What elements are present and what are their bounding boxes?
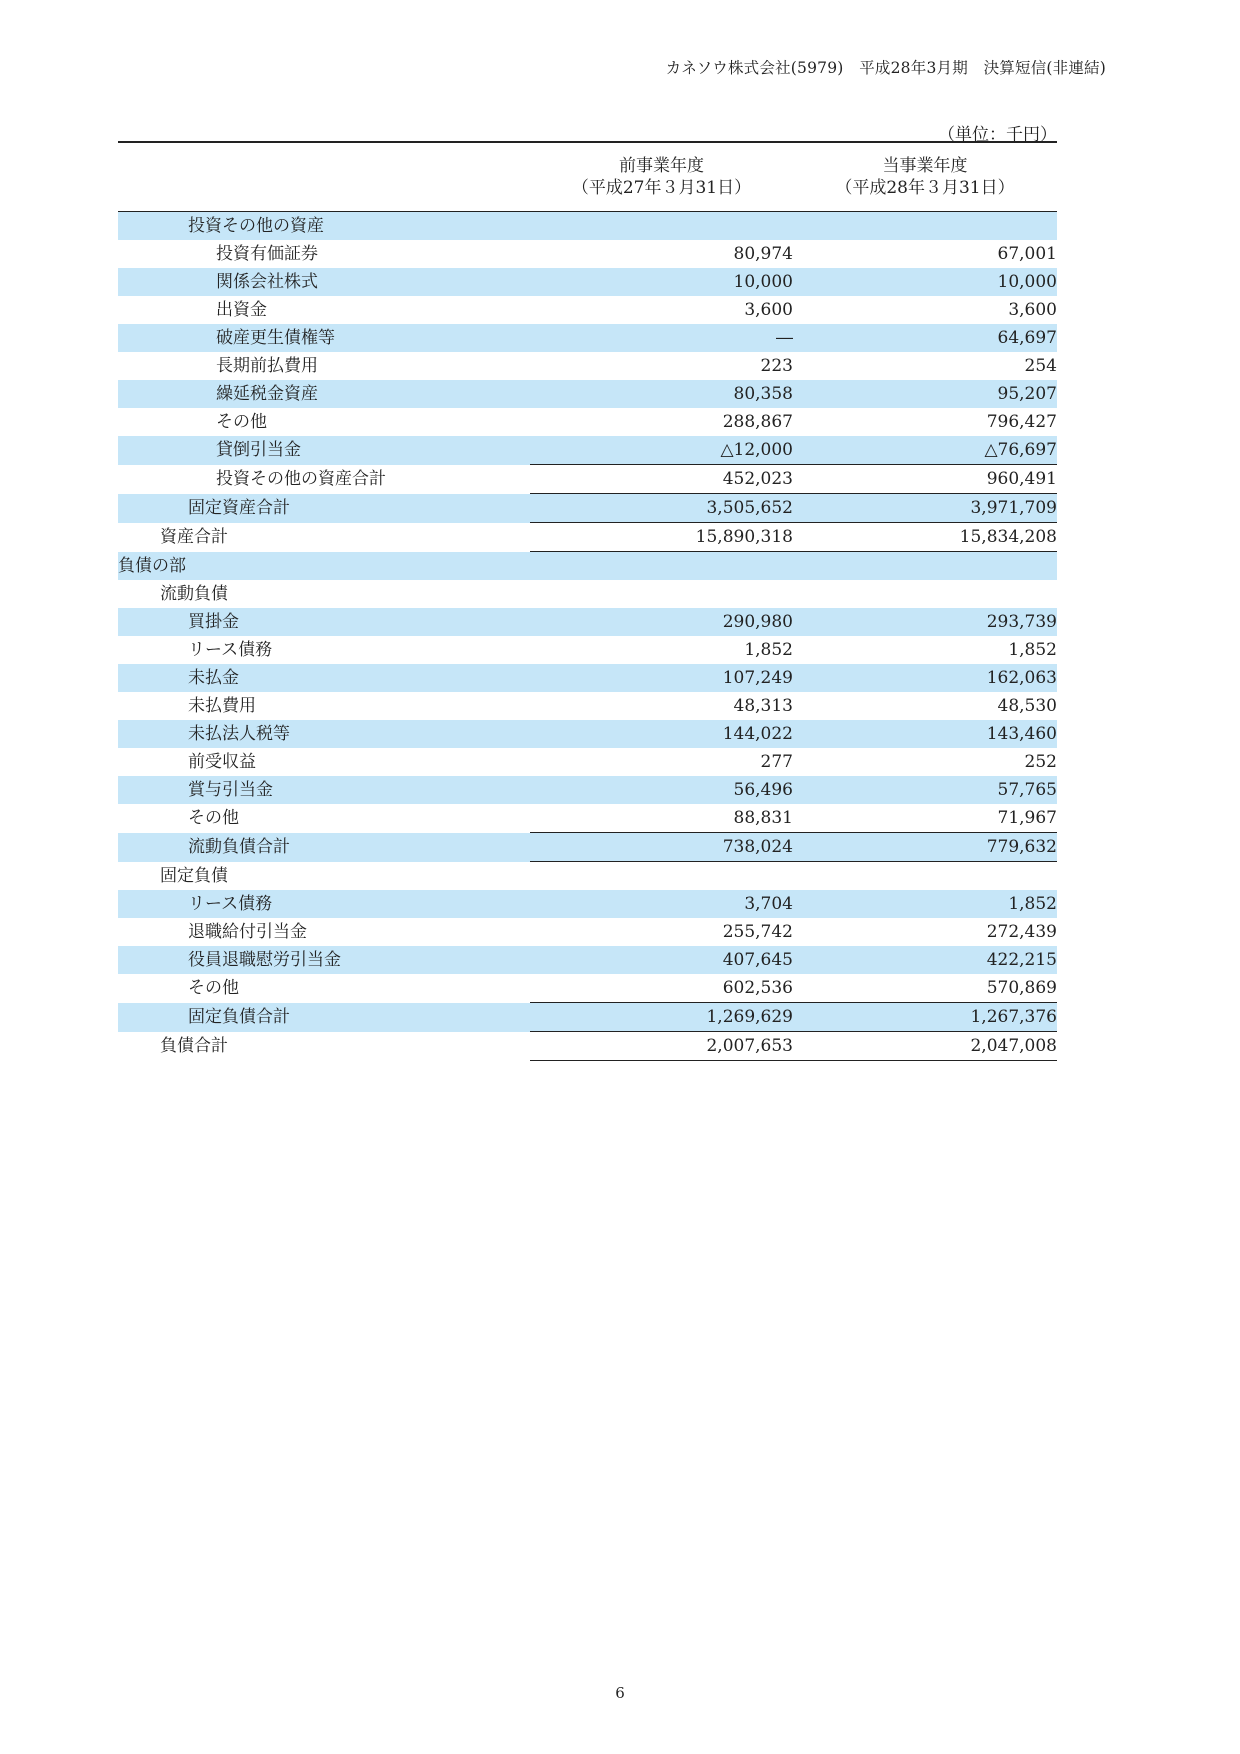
table-row <box>118 552 1057 581</box>
table-row <box>118 608 1057 636</box>
row-prev-value <box>530 552 793 581</box>
row-label: 未払法人税等 <box>118 720 530 748</box>
row-label: 固定負債合計 <box>118 1003 530 1032</box>
table-row <box>118 408 1057 436</box>
row-label: 出資金 <box>216 300 267 320</box>
row-label: 固定資産合計 <box>118 494 530 523</box>
row-prev-value: 107,249 <box>530 664 793 692</box>
row-prev-value: △12,000 <box>530 436 793 465</box>
row-curr-value: 779,632 <box>793 833 1057 862</box>
row-curr-value: 254 <box>1024 356 1057 376</box>
row-label: 長期前払費用 <box>216 356 318 376</box>
document-header: カネソウ株式会社(5979) 平成28年3月期 決算短信(非連結) <box>665 59 1106 77</box>
table-row <box>118 833 1057 862</box>
row-curr-value: 95,207 <box>793 380 1057 408</box>
row-label: 投資有価証券 <box>216 244 318 264</box>
row-prev-value: 3,704 <box>530 890 793 918</box>
row-curr-value: 1,852 <box>1008 640 1057 660</box>
row-prev-value: 1,852 <box>744 640 793 660</box>
row-prev-value: 288,867 <box>722 412 793 432</box>
column-header-curr <box>793 142 1057 212</box>
row-prev-value: 277 <box>760 752 793 772</box>
row-curr-value <box>793 552 1057 581</box>
row-curr-value: 252 <box>1024 752 1057 772</box>
table-row <box>118 352 1057 380</box>
table-row <box>118 380 1057 408</box>
table-row <box>118 692 1057 720</box>
row-label: 買掛金 <box>118 608 530 636</box>
table-row <box>118 324 1057 352</box>
row-label: 役員退職慰労引当金 <box>118 946 530 974</box>
row-label: その他 <box>188 808 239 829</box>
row-curr-value: 71,967 <box>997 808 1057 828</box>
row-curr-value: 57,765 <box>793 776 1057 804</box>
table-row <box>118 974 1057 1003</box>
row-label: 未払金 <box>118 664 530 692</box>
row-label: 賞与引当金 <box>118 776 530 804</box>
row-curr-value: 15,834,208 <box>793 523 1057 552</box>
row-prev-value: 80,974 <box>733 244 793 264</box>
column-header-prev <box>530 142 793 212</box>
table-row <box>118 862 1057 891</box>
row-prev-value: 3,600 <box>744 300 793 320</box>
row-curr-value: 1,852 <box>793 890 1057 918</box>
row-curr-value: 67,001 <box>997 244 1057 264</box>
row-prev-value: 602,536 <box>722 978 793 998</box>
row-prev-value <box>530 862 793 891</box>
table-row <box>118 1032 1057 1061</box>
row-label: 投資その他の資産 <box>118 212 530 241</box>
row-curr-value: 272,439 <box>986 922 1057 942</box>
row-curr-value <box>793 862 1057 891</box>
row-prev-value: 144,022 <box>530 720 793 748</box>
row-prev-value: 48,313 <box>733 696 793 716</box>
row-label: 前受収益 <box>188 752 256 772</box>
header-label-cell <box>118 142 530 212</box>
row-prev-value: 56,496 <box>530 776 793 804</box>
row-label: 流動負債 <box>160 584 228 604</box>
row-label: リース債務 <box>118 890 530 918</box>
row-prev-value <box>530 212 793 241</box>
row-prev-value: 255,742 <box>722 922 793 942</box>
table-row <box>118 918 1057 946</box>
table-row <box>118 1003 1057 1032</box>
row-curr-value: 3,971,709 <box>793 494 1057 523</box>
row-curr-value: 3,600 <box>1008 300 1057 320</box>
row-curr-value: 293,739 <box>793 608 1057 636</box>
row-curr-value: 570,869 <box>986 978 1057 998</box>
table-row <box>118 636 1057 664</box>
table-row <box>118 804 1057 833</box>
row-curr-value: 960,491 <box>793 465 1057 494</box>
row-prev-value: 290,980 <box>530 608 793 636</box>
table-row <box>118 523 1057 552</box>
row-prev-value: 88,831 <box>733 808 793 828</box>
row-label: 固定負債 <box>160 865 228 886</box>
row-label: 負債合計 <box>160 1036 228 1056</box>
table-row <box>118 776 1057 804</box>
row-label: その他 <box>216 412 267 432</box>
row-prev-value: 1,269,629 <box>530 1003 793 1032</box>
row-curr-value: 162,063 <box>793 664 1057 692</box>
row-label: 関係会社株式 <box>118 268 530 296</box>
row-curr-value: 1,267,376 <box>793 1003 1057 1032</box>
row-prev-value <box>530 580 793 608</box>
row-label: 破産更生債権等 <box>118 324 530 352</box>
row-prev-value: 223 <box>760 356 793 376</box>
column-header-prev-title: 前事業年度 <box>619 156 704 176</box>
table-row <box>118 748 1057 776</box>
row-prev-value: 2,007,653 <box>530 1032 793 1061</box>
column-header-prev-date: （平成27年３月31日） <box>571 178 752 198</box>
row-label: リース債務 <box>188 640 273 660</box>
table-row <box>118 494 1057 523</box>
table-row <box>118 212 1057 241</box>
unit-label: （単位：千円） <box>938 125 1057 145</box>
row-label: 貸倒引当金 <box>118 436 530 465</box>
row-label: 流動負債合計 <box>118 833 530 862</box>
table-row <box>118 946 1057 974</box>
row-label: 繰延税金資産 <box>118 380 530 408</box>
row-curr-value: 143,460 <box>793 720 1057 748</box>
row-label: 資産合計 <box>160 527 228 547</box>
balance-sheet-table <box>118 141 1057 1061</box>
table-row <box>118 465 1057 494</box>
row-label: 退職給付引当金 <box>188 922 307 942</box>
row-label: 負債の部 <box>118 552 530 581</box>
row-prev-value: 738,024 <box>530 833 793 862</box>
row-prev-value: 452,023 <box>530 465 793 494</box>
table-row <box>118 296 1057 324</box>
row-label: その他 <box>188 978 239 999</box>
table-row <box>118 240 1057 268</box>
row-curr-value: 64,697 <box>793 324 1057 352</box>
row-label: 投資その他の資産合計 <box>216 469 386 489</box>
row-prev-value: 3,505,652 <box>530 494 793 523</box>
row-prev-value: 407,645 <box>530 946 793 974</box>
row-curr-value <box>793 212 1057 241</box>
row-prev-value: ― <box>530 324 793 352</box>
row-curr-value: △76,697 <box>793 436 1057 465</box>
table-row <box>118 268 1057 296</box>
row-prev-value: 80,358 <box>530 380 793 408</box>
table-header-row <box>118 142 1057 212</box>
table-row <box>118 580 1057 608</box>
row-label: 未払費用 <box>188 696 256 716</box>
row-curr-value: 2,047,008 <box>793 1032 1057 1061</box>
column-header-curr-date: （平成28年３月31日） <box>835 178 1015 198</box>
row-prev-value: 15,890,318 <box>530 523 793 552</box>
table-row <box>118 664 1057 692</box>
row-curr-value: 796,427 <box>986 412 1057 432</box>
row-curr-value: 10,000 <box>793 268 1057 296</box>
table-row <box>118 436 1057 465</box>
row-curr-value <box>793 580 1057 608</box>
row-curr-value: 422,215 <box>793 946 1057 974</box>
table-row <box>118 890 1057 918</box>
table-row <box>118 720 1057 748</box>
row-curr-value: 48,530 <box>997 696 1057 716</box>
row-prev-value: 10,000 <box>530 268 793 296</box>
page-number: 6 <box>615 1684 625 1702</box>
column-header-curr-title: 当事業年度 <box>882 156 968 176</box>
